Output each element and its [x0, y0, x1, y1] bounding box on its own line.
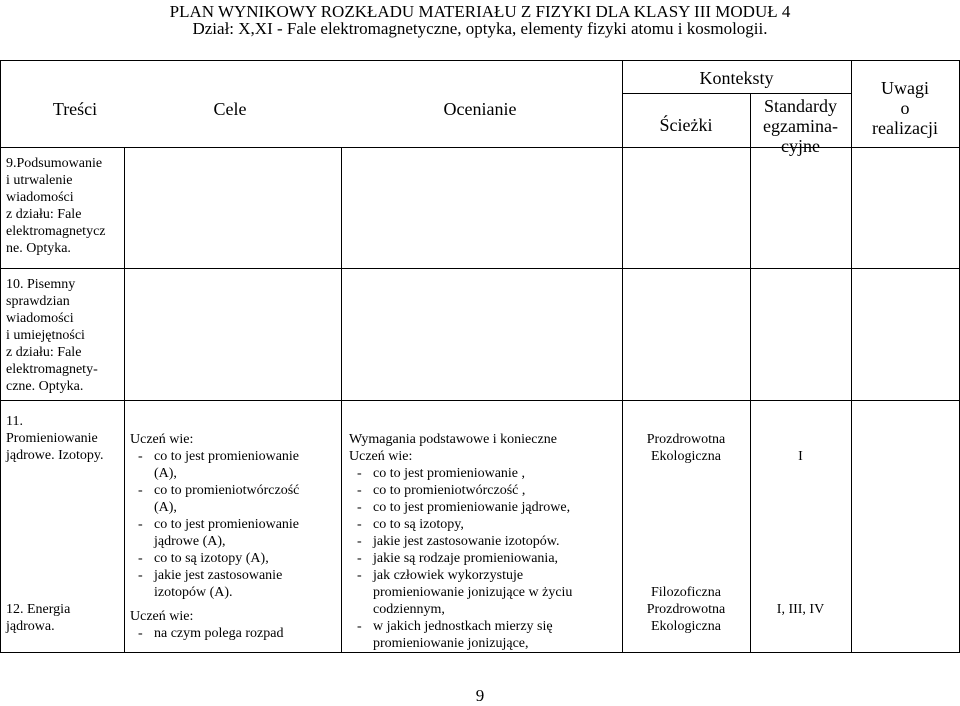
row-divider-10	[0, 400, 960, 401]
row12-sciezki: Filozoficzna Prozdrowotna Ekologiczna	[646, 585, 726, 634]
row11-standardy: I	[798, 449, 803, 464]
row12-standardy: I, III, IV	[776, 602, 825, 617]
list-item: - na czym polega rozpad	[130, 625, 340, 642]
list-item: - jakie są rodzaje promieniowania,	[349, 550, 621, 567]
header-ocenianie: Ocenianie	[443, 99, 517, 119]
header-sciezki: Ścieżki	[659, 115, 713, 135]
cele-list-2	[130, 625, 340, 642]
list-item: - co to jest promieniowanie jądrowe (A),	[130, 516, 340, 550]
list-item: - w jakich jednostkach mierzy się promieniowanie jonizujące,	[349, 618, 621, 652]
row11-ocenianie: Wymagania podstawowe i konieczne Uczeń wie: - co to jest promieniowanie , - co to promieniotwórczość , - co to jest promieniowanie jądrowe, - co to są izotopy, - jakie jest zastosowanie izotopów. - jakie są rodzaje promieniowania, - jak człowiek wykorzystuje promieniowanie jonizujące w życiu codziennym, - w jakich jednostkach mierzy się promieniowanie jonizujące,	[349, 431, 621, 652]
list-item: - co to jest promieniowanie (A),	[130, 448, 340, 482]
header-uwagi: Uwagi o realizacji	[872, 78, 938, 138]
list-item: - jakie jest zastosowanie izotopów.	[349, 533, 621, 550]
list-item: - co to promieniotwórczość ,	[349, 482, 621, 499]
row11-sciezki: Prozdrowotna Ekologiczna	[646, 432, 726, 464]
col-divider-1	[124, 147, 125, 653]
page-number: 9	[475, 686, 485, 705]
col-divider-2	[341, 147, 342, 653]
list-item: - co to są izotopy (A),	[130, 550, 340, 567]
ocenianie-list	[349, 465, 621, 652]
list-item: - co to promieniotwórczość (A),	[130, 482, 340, 516]
list-item: - co to jest promieniowanie ,	[349, 465, 621, 482]
col-divider-3	[622, 60, 623, 653]
document-title: PLAN WYNIKOWY ROZKŁADU MATERIAŁU Z FIZYKI DLA KLASY III MODUŁ 4	[169, 2, 791, 21]
header-cele: Cele	[213, 99, 247, 119]
table-border-bottom	[0, 652, 960, 653]
row9-tresci: 9.Podsumowanie i utrwalenie wiadomości z działu: Fale elektromagnetycz ne. Optyka.	[6, 156, 106, 256]
konteksty-divider	[622, 93, 851, 94]
col-divider-4	[750, 93, 751, 653]
row-divider-9	[0, 268, 960, 269]
header-standardy: Standardy egzamina- cyjne	[763, 96, 838, 156]
table-border-top	[0, 60, 960, 61]
document-subtitle: Dział: X,XI - Fale elektromagnetyczne, optyka, elementy fizyki atomu i kosmologii.	[192, 19, 768, 38]
table-border-left	[0, 60, 1, 653]
list-item: - jakie jest zastosowanie izotopów (A).	[130, 567, 340, 601]
row10-tresci: 10. Pisemny sprawdzian wiadomości i umiejętności z działu: Fale elektromagnety- czne. Optyka.	[6, 277, 98, 394]
col-divider-5	[851, 60, 852, 653]
list-item: - co to jest promieniowanie jądrowe,	[349, 499, 621, 516]
header-tresci: Treści	[52, 99, 98, 119]
list-item: - jak człowiek wykorzystuje promieniowanie jonizujące w życiu codziennym,	[349, 567, 621, 618]
row11-tresci: 11. Promieniowanie jądrowe. Izotopy.	[6, 414, 104, 463]
cele-list	[130, 448, 340, 601]
header-konteksty: Konteksty	[699, 68, 774, 88]
list-item: - co to są izotopy,	[349, 516, 621, 533]
row12-tresci: 12. Energia jądrowa.	[6, 602, 71, 634]
row11-cele: Uczeń wie: - co to jest promieniowanie (A), - co to promieniotwórczość (A), - co to jest promieniowanie jądrowe (A), - co to są izotopy (A), - jakie jest zastosowanie izotopów (A). Uczeń wie: - na czym polega rozpad	[130, 431, 340, 642]
